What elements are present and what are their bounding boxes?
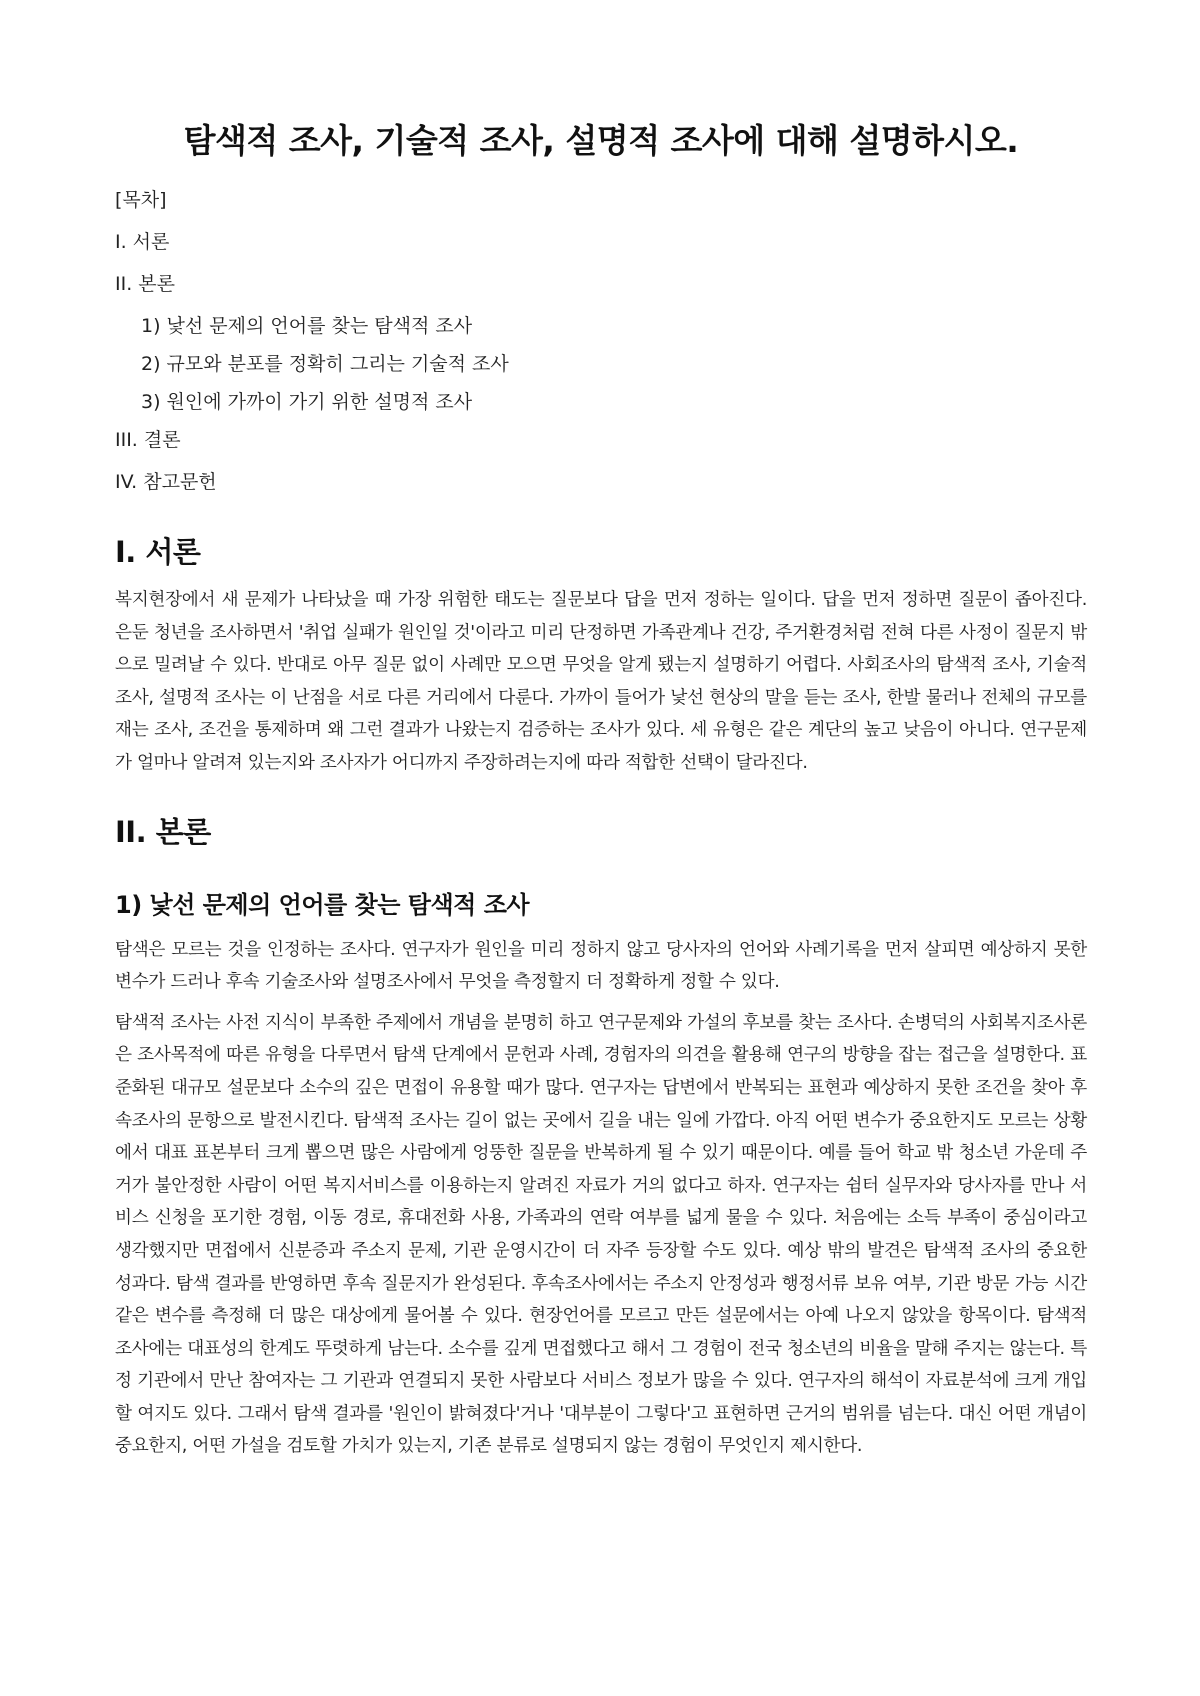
toc-item-body: II. 본론 [115,273,175,295]
toc-item-body-1: 1) 낯선 문제의 언어를 찾는 탐색적 조사 [141,315,473,337]
toc-item-body-2: 2) 규모와 분포를 정확히 그리는 기술적 조사 [141,353,509,375]
table-of-contents [115,188,1087,494]
toc-item-body-3: 3) 원인에 가까이 가기 위한 설명적 조사 [141,391,473,413]
exploratory-paragraph-1: 탐색은 모르는 것을 인정하는 조사다. 연구자가 원인을 미리 정하지 않고 당사자의 언어와 사례기록을 먼저 살피면 예상하지 못한 변수가 드러나 후속 기술조사와 설명조사에서 무엇을 측정할지 더 정확하게 정할 수 있다. [115,939,1087,993]
exploratory-paragraph-2: 탐색적 조사는 사전 지식이 부족한 주제에서 개념을 분명히 하고 연구문제와 가설의 후보를 찾는 조사다. 손병덕의 사회복지조사론은 조사목적에 따른 유형을 다루면서 탐색 단계에서 문헌과 사례, 경험자의 의견을 활용해 연구의 방향을 잡는 접근을 설명한다. 표준화된 대규모 설문보다 소수의 깊은 면접이 유용할 때가 많다. 연구자는 답변에서 반복되는 표현과 예상하지 못한 조건을 찾아 후속조사의 문항으로 발전시킨다. 탐색적 조사는 길이 없는 곳에서 길을 내는 일에 가깝다. 아직 어떤 변수가 중요한지도 모르는 상황에서 대표 표본부터 크게 뽑으면 많은 사람에게 엉뚱한 질문을 반복하게 될 수 있기 때문이다. 예를 들어 학교 밖 청소년 가운데 주거가 불안정한 사람이 어떤 복지서비스를 이용하는지 알려진 자료가 거의 없다고 하자. 연구자는 쉼터 실무자와 당사자를 만나 서비스 신청을 포기한 경험, 이동 경로, 휴대전화 사용, 가족과의 연락 여부를 넓게 물을 수 있다. 처음에는 소득 부족이 중심이라고 생각했지만 면접에서 신분증과 주소지 문제, 기관 운영시간이 더 자주 등장할 수도 있다. 예상 밖의 발견은 탐색적 조사의 중요한 성과다. 탐색 결과를 반영하면 후속 질문지가 완성된다. 후속조사에서는 주소지 안정성과 행정서류 보유 여부, 기관 방문 가능 시간 같은 변수를 측정해 더 많은 대상에게 물어볼 수 있다. 현장언어를 모르고 만든 설문에서는 아예 나오지 않았을 항목이다. 탐색적 조사에는 대표성의 한계도 뚜렷하게 남는다. 소수를 깊게 면접했다고 해서 그 경험이 전국 청소년의 비율을 말해 주지는 않는다. 특정 기관에서 만난 참여자는 그 기관과 연결되지 못한 사람보다 서비스 정보가 많을 수 있다. 연구자의 해석이 자료분석에 크게 개입할 여지도 있다. 그래서 탐색 결과를 '원인이 밝혀졌다'거나 '대부분이 그렇다'고 표현하면 근거의 범위를 넘는다. 대신 어떤 개념이 중요한지, 어떤 가설을 검토할 가치가 있는지, 기존 분류로 설명되지 않는 경험이 무엇인지 제시한다. [115,1012,1087,1457]
toc-item-conclusion: III. 결론 [115,429,181,451]
toc-heading: [목차] [115,189,167,211]
section-heading-body: II. 본론 [115,814,211,849]
section-heading-intro: I. 서론 [115,535,201,569]
intro-paragraph: 복지현장에서 새 문제가 나타났을 때 가장 위험한 태도는 질문보다 답을 먼저 정하는 일이다. 답을 먼저 정하면 질문이 좁아진다. 은둔 청년을 조사하면서 '취업 실패가 원인일 것'이라고 미리 단정하면 가족관계나 건강, 주거환경처럼 전혀 다른 사정이 질문지 밖으로 밀려날 수 있다. 반대로 아무 질문 없이 사례만 모으면 무엇을 알게 됐는지 설명하기 어렵다. 사회조사의 탐색적 조사, 기술적 조사, 설명적 조사는 이 난점을 서로 다른 거리에서 다룬다. 가까이 들어가 낯선 현상의 말을 듣는 조사, 한발 물러나 전체의 규모를 재는 조사, 조건을 통제하며 왜 그런 결과가 나왔는지 검증하는 조사가 있다. 세 유형은 같은 계단의 높고 낮음이 아니다. 연구문제가 얼마나 알려져 있는지와 조사자가 어디까지 주장하려는지에 따라 적합한 선택이 달라진다. [115,590,1087,773]
subsection-heading-exploratory: 1) 낯선 문제의 언어를 찾는 탐색적 조사 [115,890,530,919]
document-title: 탐색적 조사, 기술적 조사, 설명적 조사에 대해 설명하시오. [183,121,1019,160]
toc-item-intro: I. 서론 [115,231,170,253]
toc-item-references: IV. 참고문헌 [115,471,217,493]
